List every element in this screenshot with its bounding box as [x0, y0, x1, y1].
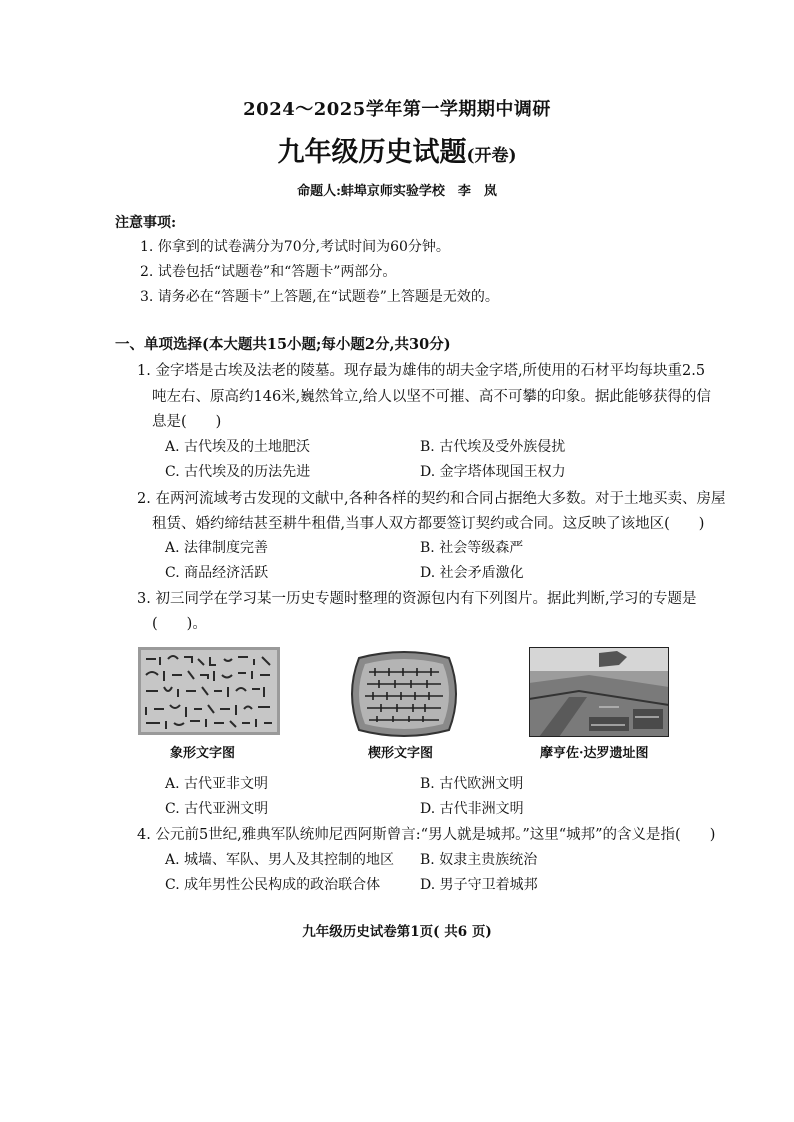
exam-title-suffix: (开卷) [466, 146, 517, 166]
question-2-line: 2. 在两河流域考古发现的文献中,各种各样的契约和合同占据绝大多数。对于土地买卖、房屋 [137, 491, 726, 507]
notice-item: 1. 你拿到的试卷满分为70分,考试时间为60分钟。 [140, 239, 450, 255]
image-caption: 楔形文字图 [368, 746, 434, 761]
option-d[interactable]: D. 金字塔体现国王权力 [420, 464, 566, 480]
exam-title-main: 九年级历史试题 [277, 137, 467, 168]
notice-item: 3. 请务必在“答题卡”上答题,在“试题卷”上答题是无效的。 [140, 289, 499, 305]
image-caption: 摩亨佐·达罗遗址图 [540, 746, 649, 761]
option-d[interactable]: D. 社会矛盾激化 [420, 565, 524, 581]
option-c[interactable]: C. 古代亚洲文明 [165, 801, 269, 817]
option-a[interactable]: A. 城墙、军队、男人及其控制的地区 [165, 852, 395, 868]
option-a[interactable]: A. 法律制度完善 [165, 540, 269, 556]
question-1-line: 吨左右、原高约146米,巍然耸立,给人以坚不可摧、高不可攀的印象。据此能够获得的信 [152, 389, 711, 405]
option-a[interactable]: A. 古代亚非文明 [165, 776, 269, 792]
cuneiform-tablet-image [345, 648, 463, 740]
question-3-line: ( )。 [152, 616, 207, 632]
section-heading: 一、单项选择(本大题共15小题;每小题2分,共30分) [115, 336, 451, 353]
option-b[interactable]: B. 古代埃及受外族侵扰 [420, 439, 566, 455]
option-c[interactable]: C. 商品经济活跃 [165, 565, 269, 581]
question-1-line: 1. 金字塔是古埃及法老的陵墓。现存最为雄伟的胡夫金字塔,所使用的石材平均每块重2.5 [137, 363, 706, 379]
question-2-line: 租赁、婚约缔结甚至耕牛租借,当事人双方都要签订契约或合同。这反映了该地区( ) [152, 516, 705, 532]
option-c[interactable]: C. 成年男性公民构成的政治联合体 [165, 877, 381, 893]
exam-year-line: 2024～2025学年第一学期期中调研 [243, 99, 551, 120]
notice-heading: 注意事项: [115, 215, 177, 231]
question-1-line: 息是( ) [152, 414, 222, 430]
option-d[interactable]: D. 男子守卫着城邦 [420, 877, 538, 893]
page-footer: 九年级历史试卷第1页( 共6 页) [302, 924, 492, 940]
question-3-line: 3. 初三同学在学习某一历史专题时整理的资源包内有下列图片。据此判断,学习的专题是 [137, 591, 697, 607]
notice-item: 2. 试卷包括“试题卷”和“答题卡”两部分。 [140, 264, 397, 280]
exam-title [0, 130, 794, 169]
question-setter: 命题人:蚌埠京师实验学校 李 岚 [297, 184, 497, 199]
option-c[interactable]: C. 古代埃及的历法先进 [165, 464, 311, 480]
option-d[interactable]: D. 古代非洲文明 [420, 801, 524, 817]
option-b[interactable]: B. 社会等级森严 [420, 540, 524, 556]
option-a[interactable]: A. 古代埃及的土地肥沃 [165, 439, 311, 455]
option-b[interactable]: B. 奴隶主贵族统治 [420, 852, 538, 868]
question-4-line: 4. 公元前5世纪,雅典军队统帅尼西阿斯曾言:“男人就是城邦。”这里“城邦”的含义是指( ) [137, 827, 716, 843]
mohenjo-daro-ruins-image [529, 647, 669, 737]
image-caption: 象形文字图 [170, 746, 236, 761]
hieroglyph-image [138, 647, 280, 735]
option-b[interactable]: B. 古代欧洲文明 [420, 776, 524, 792]
